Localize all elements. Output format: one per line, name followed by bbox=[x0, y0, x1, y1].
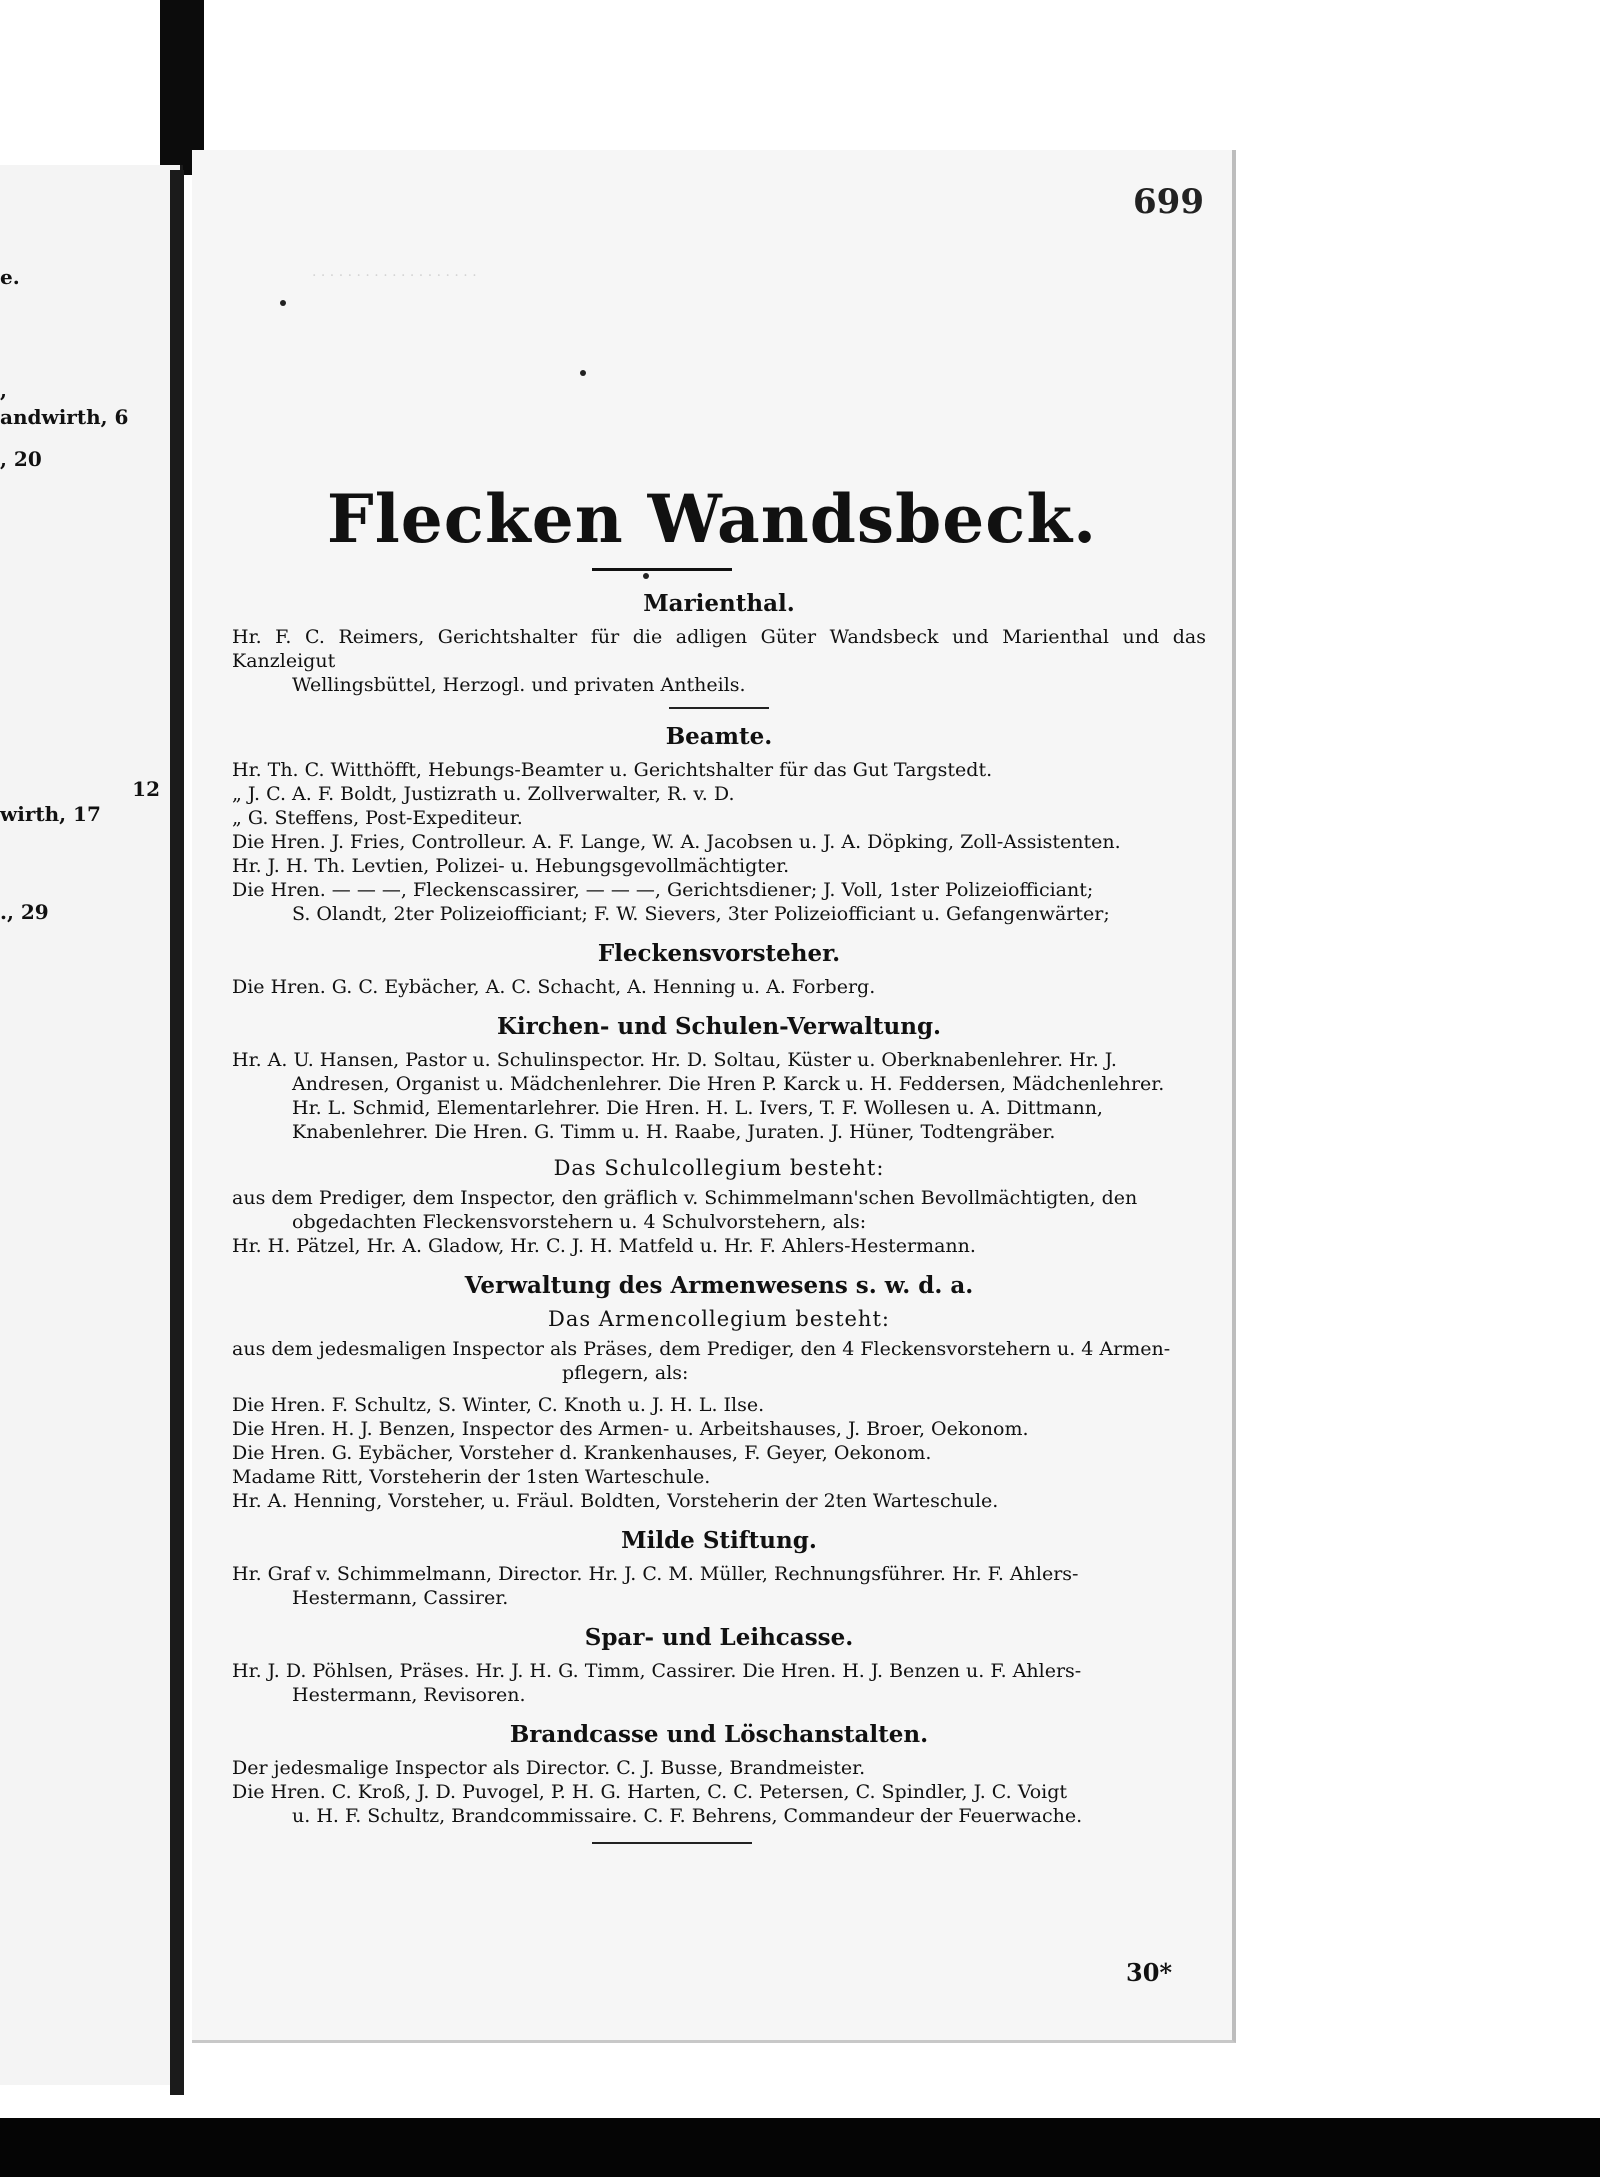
end-rule bbox=[592, 1842, 752, 1844]
section-heading-vorsteher: Fleckensvorsteher. bbox=[597, 940, 841, 967]
bleed-through-text: · · · · · · · · · · · · · · · · · · · bbox=[312, 268, 477, 284]
text-line: Hr. J. H. Th. Levtien, Polizei- u. Hebungsgevollmächtigter. bbox=[232, 855, 790, 877]
section-heading-brand: Brandcasse und Löschanstalten. bbox=[509, 1721, 929, 1748]
text-line: Madame Ritt, Vorsteherin der 1sten Warteschule. bbox=[232, 1466, 711, 1488]
section-heading-marienthal: Marienthal. bbox=[643, 590, 795, 617]
text-line: pflegern, als: bbox=[562, 1362, 689, 1384]
text-line: Andresen, Organist u. Mädchenlehrer. Die Hren P. Karck u. H. Feddersen, Mädchenlehrer. bbox=[292, 1073, 1165, 1095]
text-line: Hestermann, Cassirer. bbox=[292, 1587, 509, 1609]
left-fragment-7: ., 29 bbox=[0, 900, 49, 924]
gutter-shadow bbox=[170, 170, 184, 2095]
text-line: Hr. H. Pätzel, Hr. A. Gladow, Hr. C. J. H. Matfeld u. Hr. F. Ahlers-Hestermann. bbox=[232, 1235, 976, 1257]
section-heading-kirchen: Kirchen- und Schulen-Verwaltung. bbox=[496, 1013, 942, 1040]
page-number: 699 bbox=[1133, 182, 1204, 222]
text-line: Hr. J. D. Pöhlsen, Präses. Hr. J. H. G. Timm, Cassirer. Die Hren. H. J. Benzen u. F. Ahlers- bbox=[232, 1660, 1082, 1682]
page-content bbox=[232, 590, 1206, 1828]
page-title: Flecken Wandsbeck. bbox=[326, 480, 1098, 558]
text-line: Die Hren. F. Schultz, S. Winter, C. Knoth u. J. H. L. Ilse. bbox=[232, 1394, 765, 1416]
section-heading-milde: Milde Stiftung. bbox=[621, 1527, 817, 1554]
text-line: Hr. A. Henning, Vorsteher, u. Fräul. Boldten, Vorsteherin der 2ten Warteschule. bbox=[232, 1490, 999, 1512]
left-fragment-2: , bbox=[0, 378, 7, 402]
section-heading-armen: Verwaltung des Armenwesens s. w. d. a. bbox=[464, 1272, 974, 1299]
text-line: Hr. F. C. Reimers, Gerichtshalter für die adligen Güter Wandsbeck und Marienthal und das Kanzleigut bbox=[232, 626, 1206, 672]
text-line: Knabenlehrer. Die Hren. G. Timm u. H. Raabe, Juraten. J. Hüner, Todtengräber. bbox=[292, 1121, 1056, 1143]
text-line: „ J. C. A. F. Boldt, Justizrath u. Zollverwalter, R. v. D. bbox=[232, 783, 735, 805]
text-line: S. Olandt, 2ter Polizeiofficiant; F. W. Sievers, 3ter Polizeiofficiant u. Gefangenwärter; bbox=[292, 903, 1110, 925]
text-line: Hr. L. Schmid, Elementarlehrer. Die Hren. H. L. Ivers, T. F. Wollesen u. A. Dittmann, bbox=[292, 1097, 1103, 1119]
document-page bbox=[192, 150, 1236, 2043]
text-line: aus dem jedesmaligen Inspector als Präses, dem Prediger, den 4 Fleckensvorstehern u. 4 Armen- bbox=[232, 1338, 1171, 1360]
text-line: aus dem Prediger, dem Inspector, den gräflich v. Schimmelmann'schen Bevollmächtigten, den bbox=[232, 1187, 1138, 1209]
text-line: Hr. Th. C. Witthöfft, Hebungs-Beamter u. Gerichtshalter für das Gut Targstedt. bbox=[232, 759, 993, 781]
text-line: Die Hren. C. Kroß, J. D. Puvogel, P. H. G. Harten, C. C. Petersen, C. Spindler, J. C. Voigt bbox=[232, 1781, 1068, 1803]
section-rule bbox=[669, 707, 769, 709]
left-page-fragment bbox=[0, 165, 183, 2085]
text-line: obgedachten Fleckensvorstehern u. 4 Schulvorstehern, als: bbox=[292, 1211, 867, 1233]
subheading-armencollegium: Das Armencollegium besteht: bbox=[548, 1307, 890, 1331]
left-fragment-4: , 20 bbox=[0, 447, 42, 471]
binding-edge bbox=[160, 0, 204, 175]
left-fragment-3: andwirth, 6 bbox=[0, 405, 129, 429]
speck bbox=[280, 300, 286, 306]
text-line: Die Hren. J. Fries, Controlleur. A. F. Lange, W. A. Jacobsen u. J. A. Döpking, Zoll-Assistenten. bbox=[232, 831, 1121, 853]
section-heading-beamte: Beamte. bbox=[665, 723, 773, 750]
text-line: Hr. Graf v. Schimmelmann, Director. Hr. J. C. M. Müller, Rechnungsführer. Hr. F. Ahlers- bbox=[232, 1563, 1079, 1585]
text-line: Der jedesmalige Inspector als Director. C. J. Busse, Brandmeister. bbox=[232, 1757, 866, 1779]
text-line: Wellingsbüttel, Herzogl. und privaten Antheils. bbox=[292, 674, 746, 696]
title-rule bbox=[592, 568, 732, 571]
text-line: Die Hren. H. J. Benzen, Inspector des Armen- u. Arbeitshauses, J. Broer, Oekonom. bbox=[232, 1418, 1029, 1440]
scan-border bbox=[0, 2118, 1600, 2177]
signature-mark: 30* bbox=[1126, 1958, 1172, 1987]
left-fragment-6: wirth, 17 bbox=[0, 802, 101, 826]
title-ornament-dot bbox=[643, 573, 649, 579]
text-line: Die Hren. G. Eybächer, Vorsteher d. Krankenhauses, F. Geyer, Oekonom. bbox=[232, 1442, 932, 1464]
text-line: Hestermann, Revisoren. bbox=[292, 1684, 526, 1706]
text-line: Die Hren. — — —, Fleckenscassirer, — — —, Gerichtsdiener; J. Voll, 1ster Polizeiofficiant; bbox=[232, 879, 1094, 901]
left-fragment-1: e. bbox=[0, 265, 20, 289]
left-fragment-5: 12 bbox=[132, 777, 160, 801]
section-heading-spar: Spar- und Leihcasse. bbox=[584, 1624, 854, 1651]
text-line: „ G. Steffens, Post-Expediteur. bbox=[232, 807, 523, 829]
text-line: Die Hren. G. C. Eybächer, A. C. Schacht, A. Henning u. A. Forberg. bbox=[232, 976, 876, 998]
speck bbox=[580, 370, 586, 376]
text-line: Hr. A. U. Hansen, Pastor u. Schulinspector. Hr. D. Soltau, Küster u. Oberknabenlehrer. Hr. J. bbox=[232, 1049, 1117, 1071]
subheading-schulcollegium: Das Schulcollegium besteht: bbox=[553, 1156, 885, 1180]
text-line: u. H. F. Schultz, Brandcommissaire. C. F. Behrens, Commandeur der Feuerwache. bbox=[292, 1805, 1083, 1827]
